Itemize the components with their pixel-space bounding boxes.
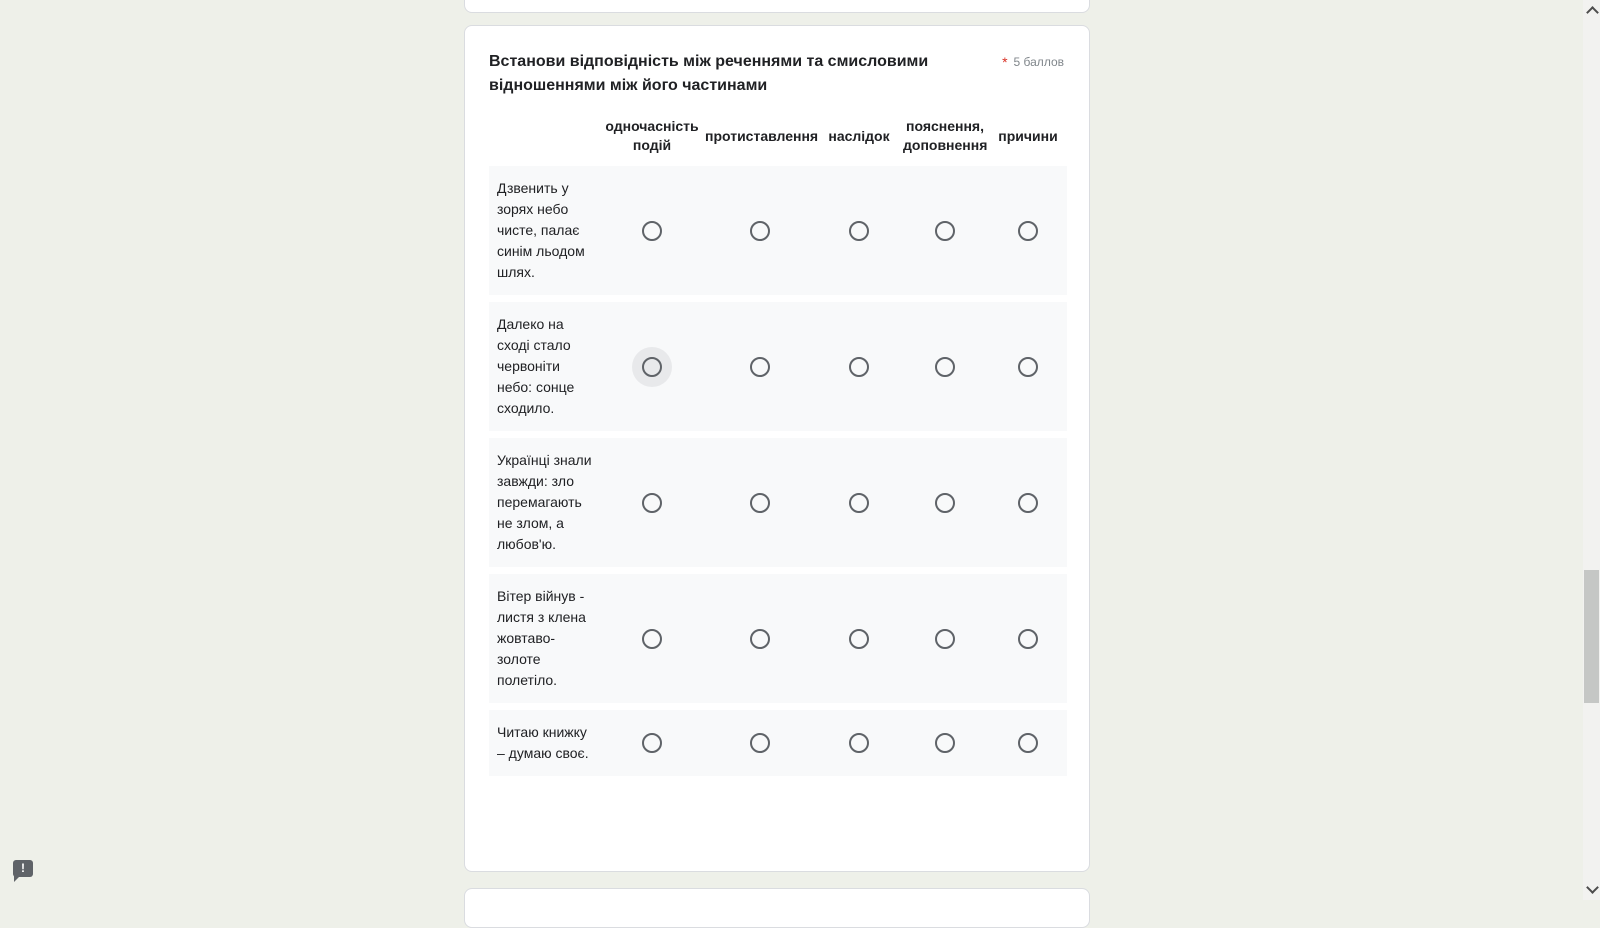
question-card: [464, 25, 1090, 872]
points-label: 5 баллов: [1013, 55, 1064, 69]
radio-r1-c2[interactable]: [750, 221, 770, 241]
radio-r5-c4[interactable]: [935, 733, 955, 753]
radio-r5-c3[interactable]: [849, 733, 869, 753]
radio-r5-c2[interactable]: [750, 733, 770, 753]
radio-r4-c1[interactable]: [642, 629, 662, 649]
row-label-2: Далеко на сході стало червоніти небо: сонце сходило.: [489, 302, 601, 431]
grid-row-3: [489, 438, 1067, 567]
radio-r4-c4[interactable]: [935, 629, 955, 649]
radio-r1-c5[interactable]: [1018, 221, 1038, 241]
grid-row-4: [489, 574, 1067, 703]
grid-row-1: [489, 166, 1067, 295]
radio-r5-c5[interactable]: [1018, 733, 1038, 753]
scrollbar[interactable]: [1583, 0, 1600, 900]
radio-r2-c1[interactable]: [642, 357, 662, 377]
row-label-3: Українці знали завжди: зло перемагають не злом, а любов'ю.: [489, 438, 601, 567]
radio-hover-halo: [632, 347, 672, 387]
radio-r2-c4[interactable]: [935, 357, 955, 377]
grid-header-row: [489, 113, 1067, 159]
next-question-card: [464, 888, 1090, 928]
radio-r2-c5[interactable]: [1018, 357, 1038, 377]
scroll-down-icon[interactable]: [1586, 881, 1599, 894]
radio-r3-c4[interactable]: [935, 493, 955, 513]
column-header-2: протиставлення: [705, 127, 819, 144]
grid-corner-cell: [489, 113, 601, 159]
column-header-3: наслідок: [828, 127, 890, 144]
radio-r5-c1[interactable]: [642, 733, 662, 753]
radio-r3-c3[interactable]: [849, 493, 869, 513]
row-label-1: Дзвенить у зорях небо чисте, палає синім льодом шлях.: [489, 166, 601, 295]
grid-row-2: [489, 302, 1067, 431]
row-label-4: Вітер війнув - листя з клена жовтаво-золоте полетіло.: [489, 574, 601, 703]
radio-r2-c2[interactable]: [750, 357, 770, 377]
exclamation-glyph: !: [21, 861, 25, 875]
column-header-1: одночасність подій: [605, 118, 699, 153]
scroll-up-icon[interactable]: [1586, 6, 1599, 19]
row-label-5: Читаю книжку – думаю своє.: [489, 710, 601, 776]
radio-r3-c2[interactable]: [750, 493, 770, 513]
grid-row-5: [489, 710, 1067, 776]
question-title: Встанови відповідність між реченнями та смисловими відношеннями між його частинами: [489, 53, 929, 94]
radio-r1-c1[interactable]: [642, 221, 662, 241]
radio-r1-c3[interactable]: [849, 221, 869, 241]
radio-r4-c3[interactable]: [849, 629, 869, 649]
question-points: [1002, 54, 1064, 70]
radio-r1-c4[interactable]: [935, 221, 955, 241]
radio-r4-c2[interactable]: [750, 629, 770, 649]
radio-r3-c1[interactable]: [642, 493, 662, 513]
radio-r4-c5[interactable]: [1018, 629, 1038, 649]
previous-question-card: [464, 0, 1090, 13]
required-asterisk: *: [1002, 54, 1008, 70]
scrollbar-thumb[interactable]: [1584, 570, 1599, 703]
column-header-5: причини: [998, 127, 1058, 144]
radio-r3-c5[interactable]: [1018, 493, 1038, 513]
radio-r2-c3[interactable]: [849, 357, 869, 377]
report-abuse-icon[interactable]: [13, 860, 33, 877]
column-header-4: пояснення, доповнення: [903, 118, 988, 153]
choice-grid: [489, 106, 1067, 783]
